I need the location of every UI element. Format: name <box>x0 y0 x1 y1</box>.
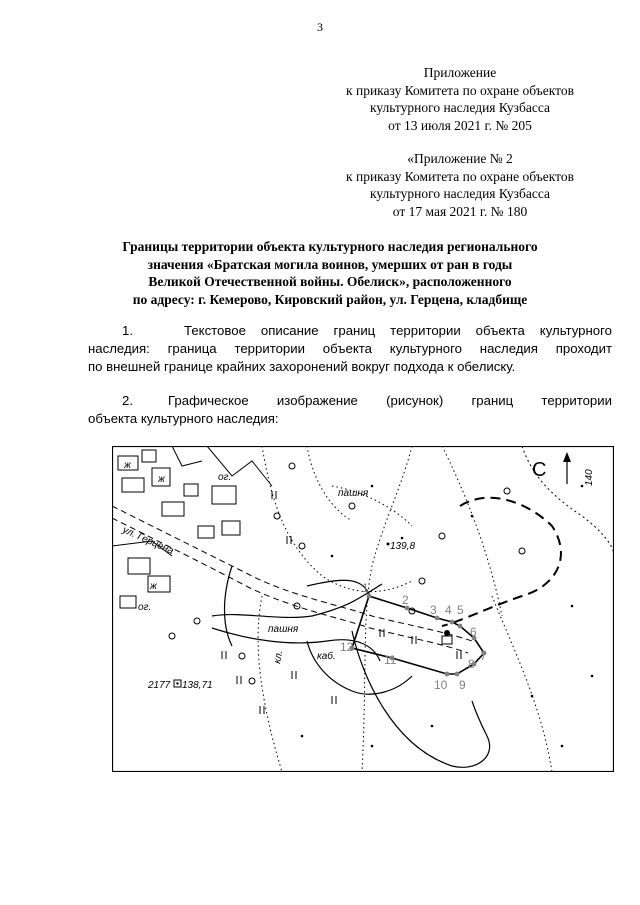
paragraph-line: по внешней границе крайних захоронений вокруг подхода к обелиску. <box>88 359 516 374</box>
document-title <box>60 238 600 308</box>
point-label: 10 <box>434 678 448 692</box>
boundary-map <box>112 446 614 772</box>
point-id-label: 2177 <box>148 680 171 691</box>
appendix-line: «Приложение № 2 <box>407 151 513 166</box>
height-label: 138,71 <box>182 680 213 691</box>
north-label: С <box>532 459 547 481</box>
paragraph-graphic <box>88 392 612 428</box>
point-label: 5 <box>457 603 464 617</box>
appendix-line: от 17 мая 2021 г. № 180 <box>392 203 528 219</box>
title-line: значения «Братская могила воинов, умерших от ран в годы <box>147 256 513 272</box>
appendix-line: культурного наследия Кузбасса <box>370 186 550 201</box>
appendix-line: культурного наследия Кузбасса <box>370 100 550 115</box>
street-label: ул. Герцена <box>120 524 176 557</box>
appendix-header <box>320 64 600 134</box>
title-line: по адресу: г. Кемерово, Кировский район, ул. Герцена, кладбище <box>132 291 528 307</box>
point-label: 4 <box>445 603 452 617</box>
og-label: ог. <box>218 472 232 483</box>
point-label: 8 <box>468 657 475 671</box>
paragraph-text-description <box>88 322 612 376</box>
point-label: 3 <box>430 603 437 617</box>
point-label: 2 <box>402 593 409 607</box>
og-label: ог. <box>138 602 152 613</box>
paragraph-line: объекта культурного наследия: <box>88 411 279 426</box>
paragraph-number: 1. <box>122 323 133 338</box>
point-label: 7 <box>480 649 487 663</box>
appendix-line: к приказу Комитета по охране объектов <box>346 82 574 98</box>
point-label: 12 <box>340 640 354 654</box>
page-number: 3 <box>317 20 323 34</box>
grid-label: 140 <box>584 469 595 486</box>
appendix-line: к приказу Комитета по охране объектов <box>346 168 574 184</box>
field-label: пашня <box>338 488 369 499</box>
title-line: Границы территории объекта культурного наследия регионального <box>122 239 538 254</box>
point-label: 11 <box>384 653 397 667</box>
point-label: 9 <box>459 678 466 692</box>
paragraph-line: Текстовое описание границ территории объекта культурного <box>184 323 612 338</box>
paragraph-line: Графическое изображение (рисунок) границ территории <box>168 393 612 408</box>
cemetery-label: кл. <box>272 649 286 665</box>
paragraph-line: наследия: граница территории объекта культурного наследия проходит <box>88 341 612 356</box>
zh-label: ж <box>124 460 131 471</box>
point-label: 1 <box>362 581 369 595</box>
appendix-line: от 13 июля 2021 г. № 205 <box>388 117 532 133</box>
appendix2-header <box>320 150 600 220</box>
appendix-line: Приложение <box>423 65 497 80</box>
height-label: 139,8 <box>390 541 416 552</box>
cemetery-label: каб. <box>317 651 336 662</box>
zh-label: ж <box>158 474 165 485</box>
field-label: пашня <box>268 624 299 635</box>
point-label: 6 <box>470 625 477 639</box>
paragraph-number: 2. <box>122 393 133 408</box>
title-line: Великой Отечественной войны. Обелиск», расположенного <box>148 274 512 289</box>
zh-label: ж <box>150 581 157 592</box>
